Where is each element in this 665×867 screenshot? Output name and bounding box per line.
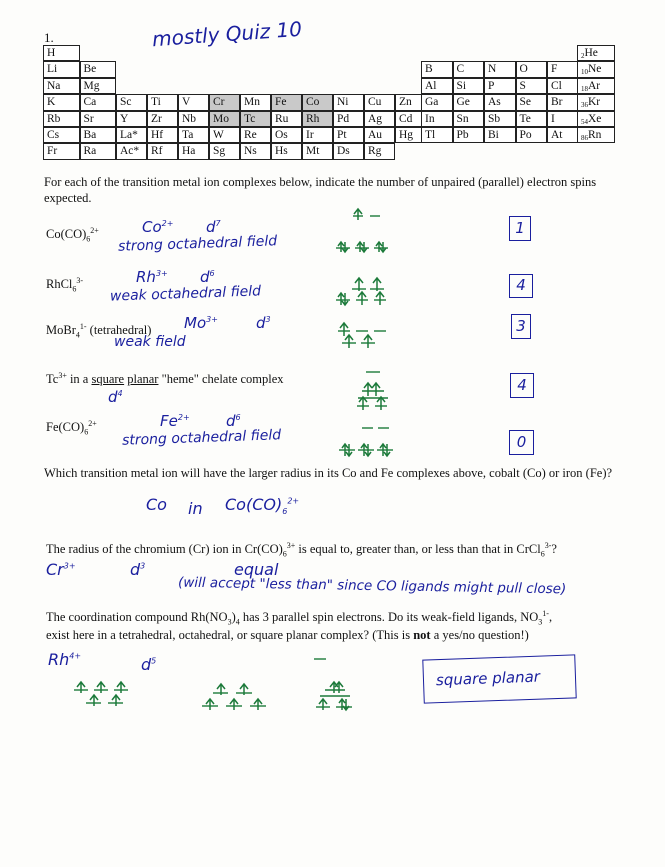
element-cell: F [547, 61, 579, 77]
answer-box-co: 1 [509, 216, 531, 241]
element-cell: Ni [333, 94, 364, 110]
element-cell: Ba [80, 127, 117, 143]
hand-note-rh: weak octahedral field [109, 283, 262, 305]
element-cell: Zr [147, 111, 178, 127]
element-cell: Se [516, 94, 548, 110]
element-cell: Ca [80, 94, 117, 110]
hand-note-co: strong octahedral field [117, 233, 278, 255]
element-cell: Bi [484, 127, 516, 143]
element-cell: As [484, 94, 516, 110]
element-cell: Sg [209, 143, 240, 159]
element-cell: B [421, 61, 453, 77]
element-cell: Pt [333, 127, 364, 143]
element-cell: Ge [453, 94, 485, 110]
element-cell: Pd [333, 111, 364, 127]
element-cell: Br [547, 94, 579, 110]
element-cell: Ac* [116, 143, 147, 159]
hand-config-mo: $d^3$ [256, 314, 271, 332]
element-cell: O [516, 61, 548, 77]
complex-label-tc: $Tc^{3+}$ in a square planar "heme" chelate complex [46, 371, 284, 387]
hand-rhodium-config: $d^5$ [141, 655, 157, 674]
element-cell: Re [240, 127, 271, 143]
element-cell: In [421, 111, 453, 127]
element-cell: Pb [453, 127, 485, 143]
element-cell: Sc [116, 94, 147, 110]
element-cell: V [178, 94, 209, 110]
answer-box-fe: 0 [509, 430, 534, 455]
element-cell: Ha [178, 143, 209, 159]
element-cell: Co [302, 94, 333, 110]
element-cell: Rf [147, 143, 178, 159]
diagram-fe [339, 428, 393, 456]
answer-box-tc: 4 [510, 373, 534, 398]
element-cell: Cs [43, 127, 80, 143]
rhodium-question-line2: exist here in a tetrahedral, octahedral, or square planar complex? (This is not a yes/no question!) [46, 628, 529, 642]
element-cell: Fe [271, 94, 302, 110]
hand-config-co: $d^7$ [206, 218, 221, 236]
complex-label-fe: $Fe(CO)_6^{2+}$ [46, 419, 97, 437]
diagram-rh [336, 278, 386, 305]
element-cell: Ra [80, 143, 117, 159]
element-cell: $_{86}$Rn [577, 127, 615, 143]
element-cell: Y [116, 111, 147, 127]
element-cell: Ds [333, 143, 364, 159]
element-cell: I [547, 111, 579, 127]
element-cell: Si [453, 78, 485, 94]
answer-box-mo: 3 [511, 314, 531, 339]
hand-chromium-config: $d^3$ [130, 560, 146, 579]
diagram-rh4-octahedral [74, 682, 128, 706]
diagram-rh4-square-planar [314, 659, 352, 710]
element-cell: Ns [240, 143, 271, 159]
element-cell: Sb [484, 111, 516, 127]
hand-ion-mo: $Mo^{3+}$ [184, 314, 218, 332]
element-cell: $_{36}$Kr [577, 94, 615, 110]
element-cell: Ga [421, 94, 453, 110]
element-cell: Sr [80, 111, 117, 127]
hand-chromium-answer: equal [234, 560, 279, 579]
element-cell: K [43, 94, 80, 110]
element-cell: N [484, 61, 516, 77]
hand-ion-fe: $Fe^{2+}$ [160, 412, 190, 430]
element-cell: Te [516, 111, 548, 127]
element-cell: $_{18}$Ar [577, 78, 615, 94]
hand-config-rh: $d^6$ [200, 268, 215, 286]
hand-ion-co: $Co^{2+}$ [142, 218, 174, 236]
hand-radius-answer-co: Co [146, 495, 167, 514]
hand-chromium-ion: $Cr^{3+}$ [46, 560, 76, 579]
intro-text: For each of the transition metal ion complexes below, indicate the number of unpaired (parallel) electron spins expected. [44, 175, 597, 205]
element-cell: At [547, 127, 579, 143]
element-cell: Nb [178, 111, 209, 127]
element-cell: Ti [147, 94, 178, 110]
element-cell: Rh [302, 111, 333, 127]
complex-label-mo: MoBr$_4^{1-}$ (tetrahedral) [46, 322, 152, 340]
element-cell: Hs [271, 143, 302, 159]
hand-note-mo: weak field [114, 334, 186, 350]
element-cell: Li [43, 61, 80, 77]
element-cell: C [453, 61, 485, 77]
element-cell: La* [116, 127, 147, 143]
hand-ion-rh: $Rh^{3+}$ [136, 268, 168, 286]
hand-config-tc: $d^4$ [108, 388, 123, 406]
element-cell: Sn [453, 111, 485, 127]
hand-radius-answer-complex: $Co(CO)_6^{2+}$ [225, 495, 300, 517]
hand-note-fe: strong octahedral field [121, 427, 282, 449]
element-cell: $_2$He [577, 45, 615, 61]
element-cell: Po [516, 127, 548, 143]
answer-box-rhodium: square planar [422, 654, 576, 703]
element-cell: Zn [395, 94, 426, 110]
element-cell: S [516, 78, 548, 94]
diagram-mo [338, 323, 386, 348]
element-cell: Cl [547, 78, 579, 94]
element-cell: Hf [147, 127, 178, 143]
element-cell: Fr [43, 143, 80, 159]
element-cell: Ru [271, 111, 302, 127]
element-cell: Hg [395, 127, 426, 143]
diagram-tc [357, 372, 388, 410]
hand-rhodium-ion: $Rh^{4+}$ [48, 650, 82, 669]
answer-box-rh: 4 [509, 274, 533, 298]
hand-config-fe: $d^6$ [226, 412, 241, 430]
element-cell: Cd [395, 111, 426, 127]
chromium-question: The radius of the chromium (Cr) ion in $Cr(CO)_6^{3+}$ is equal to, greater than, or less than that in CrCl$_6^{3-}$? [46, 541, 557, 559]
element-cell: Tl [421, 127, 453, 143]
element-cell: $_{10}$Ne [577, 61, 615, 77]
element-cell: Cr [209, 94, 240, 110]
rhodium-question-line1: The coordination compound $Rh(NO_3)_4$ has 3 parallel spin electrons. Do its weak-field ligands, $NO_3^{1-}$, [46, 609, 553, 627]
element-cell: Rb [43, 111, 80, 127]
element-cell: Na [43, 78, 80, 94]
complex-label-co: $Co(CO)_6^{2+}$ [46, 226, 99, 244]
element-cell: Os [271, 127, 302, 143]
radius-question: Which transition metal ion will have the larger radius in its Co and Fe complexes above, cobalt (Co) or iron (Fe)? [44, 466, 613, 480]
element-cell: $_{54}$Xe [577, 111, 615, 127]
complex-label-rh: RhCl$_6^{3-}$ [46, 276, 84, 294]
element-cell: Be [80, 61, 117, 77]
element-cell: Ag [364, 111, 395, 127]
diagram-co [336, 209, 388, 252]
element-cell: Mn [240, 94, 271, 110]
question-number: 1. [44, 30, 54, 45]
hand-radius-answer-in: in [188, 499, 203, 518]
element-cell: Mt [302, 143, 333, 159]
element-cell: P [484, 78, 516, 94]
element-cell: Mo [209, 111, 240, 127]
hand-chromium-note: (will accept "less than" since CO ligands might pull close) [177, 574, 567, 598]
handwritten-title: mostly Quiz 10 [151, 16, 303, 52]
element-cell: H [43, 45, 80, 61]
element-cell: Mg [80, 78, 117, 94]
diagram-rh4-tetrahedral [202, 684, 266, 710]
element-cell: Au [364, 127, 395, 143]
element-cell: Cu [364, 94, 395, 110]
element-cell: W [209, 127, 240, 143]
element-cell: Tc [240, 111, 271, 127]
element-cell: Ta [178, 127, 209, 143]
element-cell: Rg [364, 143, 395, 159]
element-cell: Ir [302, 127, 333, 143]
element-cell: Al [421, 78, 453, 94]
